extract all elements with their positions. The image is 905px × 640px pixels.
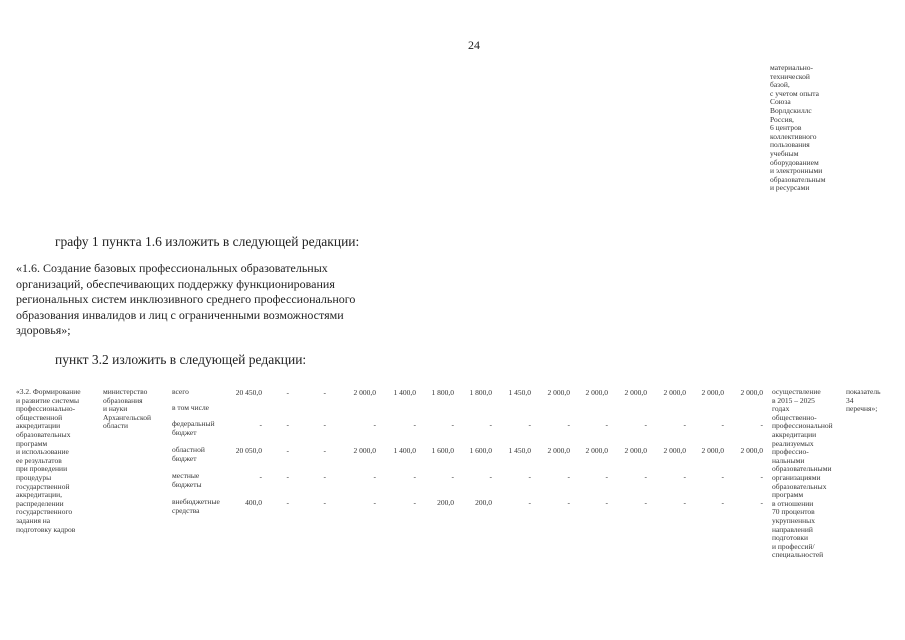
result-line: 70 процентов — [772, 507, 815, 517]
funding-source-line: бюджет — [172, 427, 197, 437]
table-cell-value: 2 000,0 — [663, 446, 686, 455]
paragraph-line: «1.6. Создание базовых профессиональных образовательных — [16, 261, 328, 275]
note-line: материально- — [770, 63, 814, 72]
instruction-item-3-2: пункт 3.2 изложить в следующей редакции: — [55, 352, 307, 367]
table-cell-value: - — [489, 420, 492, 429]
table-cell-value: - — [413, 420, 416, 429]
note-line: с учетом опыта — [770, 88, 819, 98]
result-line: подготовки — [772, 533, 809, 543]
table-cell-value: - — [413, 498, 416, 507]
item-line: профессионально- — [16, 404, 76, 414]
table-col-item — [16, 388, 81, 534]
table-cell-value: 2 000,0 — [624, 388, 647, 397]
table-cell-value: - — [413, 472, 416, 481]
funding-source-line: средства — [172, 505, 200, 515]
table-cell-value: 1 400,0 — [393, 446, 416, 455]
note-line: 6 центров — [770, 123, 802, 133]
table-cell-value: - — [721, 472, 724, 481]
table-cell-value: - — [760, 420, 763, 429]
table-cell-value: - — [323, 498, 326, 507]
note-line: Ворлдскиллс — [770, 105, 812, 115]
note-line: пользования — [770, 140, 810, 150]
table-col-result — [772, 388, 833, 560]
table-cell-value: - — [323, 388, 326, 397]
indicator-line: показатель — [846, 387, 881, 396]
result-line: и профессий/ — [772, 541, 815, 551]
table-cell-value: 2 000,0 — [663, 388, 686, 397]
note-line: коллективного — [770, 131, 817, 141]
table-cell-value: 2 000,0 — [740, 446, 763, 455]
table-cell-value: - — [683, 498, 686, 507]
note-line: и ресурсами — [770, 183, 810, 193]
table-cell-value: 2 000,0 — [353, 446, 376, 455]
result-line: годах — [772, 404, 790, 414]
result-line: осуществление — [772, 387, 821, 396]
table-cell-value: - — [683, 420, 686, 429]
funding-source — [172, 498, 220, 515]
table-cell-value: 1 800,0 — [469, 388, 492, 397]
result-line: общественно- — [772, 412, 817, 422]
executor-line: образования — [103, 395, 143, 405]
indicator-line: 34 — [846, 395, 854, 405]
result-line: профессио- — [772, 447, 809, 457]
table-cell-value: - — [683, 472, 686, 481]
table-cell-value: - — [605, 472, 608, 481]
table-cell-value: 2 000,0 — [353, 388, 376, 397]
table-cell-value: - — [528, 420, 531, 429]
table-cell-value: - — [373, 472, 376, 481]
item-line: «3.2. Формирование — [16, 387, 81, 396]
funding-source-line: в том числе — [172, 402, 210, 412]
table-cell-value: - — [605, 420, 608, 429]
result-line: специальностей — [772, 550, 824, 560]
executor-line: Архангельской — [103, 412, 151, 422]
funding-source-line: федеральный — [172, 419, 215, 428]
table-cell-value: 2 000,0 — [624, 446, 647, 455]
table-cell-value: - — [323, 472, 326, 481]
table-cell-value: 2 000,0 — [547, 388, 570, 397]
table-cell-value: 1 600,0 — [431, 446, 454, 455]
table-cell-value: - — [373, 420, 376, 429]
result-line: профессиональной — [772, 421, 833, 431]
table-cell-value: - — [259, 472, 262, 481]
item-line: образовательных — [16, 429, 71, 439]
note-line: оборудованием — [770, 157, 819, 167]
table-cell-value: 1 400,0 — [393, 388, 416, 397]
table-col-indicator — [846, 388, 881, 414]
paragraph-line: организаций, обеспечивающих поддержку функционирования — [16, 276, 335, 291]
table-cell-value: - — [286, 498, 289, 507]
table-cell-value: 200,0 — [475, 498, 492, 507]
funding-source-line: бюджет — [172, 453, 197, 463]
funding-source — [172, 446, 205, 463]
item-line: при проведении — [16, 464, 68, 474]
item-line: задания на — [16, 515, 51, 525]
table-cell-value: - — [567, 498, 570, 507]
table-cell-value: - — [721, 498, 724, 507]
result-line: в отношении — [772, 498, 814, 508]
table-cell-value: 2 000,0 — [585, 388, 608, 397]
result-line: образовательных — [772, 481, 827, 491]
table-cell-value: - — [528, 498, 531, 507]
item-line: и использование — [16, 447, 69, 457]
table-cell-value: - — [489, 472, 492, 481]
funding-source-line: бюджеты — [172, 479, 202, 489]
paragraph-line: здоровья»; — [16, 323, 71, 337]
table-cell-value: - — [567, 420, 570, 429]
item-line: аккредитации, — [16, 490, 63, 500]
result-line: организациями — [772, 472, 821, 482]
table-cell-value: 1 600,0 — [469, 446, 492, 455]
table-cell-value: - — [286, 446, 289, 455]
result-line: направлений — [772, 524, 813, 534]
item-1-6-text — [16, 261, 396, 339]
funding-source — [172, 472, 202, 489]
indicator-line: перечня»; — [846, 404, 878, 414]
table-cell-value: - — [286, 420, 289, 429]
note-line: Россия, — [770, 114, 794, 124]
table-cell-value: - — [259, 420, 262, 429]
funding-source-line: всего — [172, 387, 189, 396]
table-cell-value: - — [644, 498, 647, 507]
result-line: нальными — [772, 455, 805, 465]
note-line: Союза — [770, 97, 791, 107]
paragraph-line: региональных систем инклюзивного среднего профессионального — [16, 292, 356, 306]
table-cell-value: - — [451, 472, 454, 481]
note-line: технической — [770, 71, 810, 81]
table-cell-value: - — [644, 472, 647, 481]
table-cell-value: 20 450,0 — [235, 388, 262, 397]
item-line: процедуры — [16, 472, 52, 482]
funding-source-line: внебюджетные — [172, 497, 220, 506]
funding-source — [172, 420, 215, 437]
item-line: общественной — [16, 412, 63, 422]
table-cell-value: 1 800,0 — [431, 388, 454, 397]
funding-source-line: областной — [172, 445, 205, 454]
note-line: учебным — [770, 148, 799, 158]
funding-source — [172, 388, 209, 412]
table-cell-value: 2 000,0 — [701, 388, 724, 397]
result-line: укрупненных — [772, 515, 815, 525]
item-line: и развитие системы — [16, 395, 80, 405]
table-cell-value: - — [605, 498, 608, 507]
table-cell-value: 2 000,0 — [547, 446, 570, 455]
table-cell-value: - — [323, 446, 326, 455]
table-cell-value: - — [721, 420, 724, 429]
executor-line: области — [103, 421, 129, 431]
table-cell-value: - — [286, 472, 289, 481]
table-cell-value: - — [286, 388, 289, 397]
table-cell-value: 1 450,0 — [508, 446, 531, 455]
result-line: образовательными — [772, 464, 832, 474]
item-line: государственной — [16, 481, 70, 491]
table-cell-value: 200,0 — [437, 498, 454, 507]
table-cell-value: - — [760, 498, 763, 507]
item-line: подготовку кадров — [16, 524, 76, 534]
page-number: 24 — [468, 38, 480, 52]
table-cell-value: 2 000,0 — [585, 446, 608, 455]
table-cell-value: - — [760, 472, 763, 481]
table-cell-value: 2 000,0 — [740, 388, 763, 397]
item-line: распределении — [16, 498, 64, 508]
note-line: и электронными — [770, 166, 823, 176]
paragraph-line: образования инвалидов и лиц с ограниченными возможностями — [16, 307, 344, 322]
table-cell-value: - — [528, 472, 531, 481]
table-cell-value: - — [373, 498, 376, 507]
item-line: государственного — [16, 507, 73, 517]
table-cell-value: - — [451, 420, 454, 429]
result-line: в 2015 – 2025 — [772, 395, 815, 405]
item-line: программ — [16, 438, 48, 448]
table-cell-value: - — [323, 420, 326, 429]
table-cell-value: 1 450,0 — [508, 388, 531, 397]
previous-row-note — [770, 64, 870, 193]
funding-source-line: местные — [172, 471, 200, 480]
result-line: аккредитации — [772, 429, 817, 439]
table-cell-value: 2 000,0 — [701, 446, 724, 455]
item-line: аккредитации — [16, 421, 61, 431]
table-cell-value: - — [567, 472, 570, 481]
note-line: образовательным — [770, 174, 826, 184]
table-col-executor — [103, 388, 151, 431]
result-line: реализуемых — [772, 438, 814, 448]
executor-line: министерство — [103, 387, 148, 396]
result-line: программ — [772, 490, 804, 500]
instruction-item-1-6: графу 1 пункта 1.6 изложить в следующей редакции: — [55, 234, 360, 249]
note-line: базой, — [770, 80, 790, 90]
item-line: ее результатов — [16, 455, 62, 465]
table-cell-value: 400,0 — [245, 498, 262, 507]
table-cell-value: - — [644, 420, 647, 429]
executor-line: и науки — [103, 404, 128, 414]
table-cell-value: 20 050,0 — [235, 446, 262, 455]
